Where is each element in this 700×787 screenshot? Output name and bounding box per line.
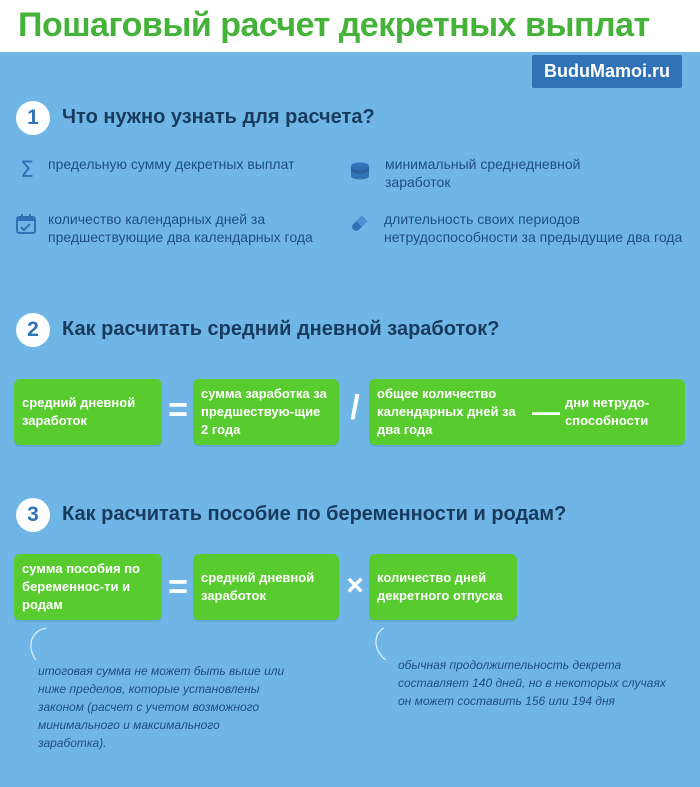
- header-bar: [0, 0, 700, 52]
- equals-sign: =: [168, 390, 188, 429]
- box-text: количество дней декретного отпуска: [377, 570, 503, 603]
- box-leave-days: [369, 554, 517, 620]
- note-duration: обычная продолжительность декрета составляет 140 дней, но в некоторых случаях он может составить 156 или 194 дня: [398, 658, 666, 708]
- box-text: средний дневной заработок: [201, 570, 315, 603]
- note-limits: итоговая сумма не может быть выше или ниже пределов, которые установлены законом (расчет с учетом возможного минимального и максимального заработка).: [38, 664, 285, 750]
- calendar-icon: [14, 212, 38, 236]
- minus-sign: —: [532, 396, 560, 427]
- box-earnings-sum: [193, 379, 339, 445]
- page-title: Пошаговый расчет декретных выплат: [18, 6, 650, 44]
- step-3-number: 3: [16, 498, 50, 532]
- pill-icon: [347, 212, 371, 236]
- item-min-daily: минимальный среднедневной заработок: [385, 156, 581, 190]
- item-sick-periods: длительность своих периодов нетрудоспособности за предыдущие два года: [384, 211, 683, 245]
- brand-badge[interactable]: BuduMamoi.ru: [532, 55, 682, 88]
- sigma-icon: Σ: [20, 157, 34, 183]
- box-avg-daily-earnings: [14, 379, 162, 445]
- box-avg-daily-earnings-2: [193, 554, 339, 620]
- divide-sign: /: [350, 388, 360, 427]
- item-calendar-days: количество календарных дней за предшествующие два календарных года: [48, 211, 313, 245]
- step-3-title: Как расчитать пособие по беременности и родам?: [62, 503, 567, 525]
- box-text: дни нетрудо-способности: [565, 395, 650, 428]
- box-text: средний дневной заработок: [22, 395, 136, 428]
- box-days-formula: [369, 379, 685, 445]
- coins-icon: [348, 159, 372, 183]
- equals-sign: =: [168, 567, 188, 606]
- multiply-sign: ×: [346, 569, 364, 602]
- box-benefit-sum: [14, 554, 162, 620]
- step-1-title: Что нужно узнать для расчета?: [62, 106, 375, 128]
- step-1-number: 1: [16, 101, 50, 135]
- box-text: сумма заработка за предшествую-щие 2 года: [201, 386, 327, 437]
- step-2-title: Как расчитать средний дневной заработок?: [62, 318, 500, 340]
- step-2-number: 2: [16, 313, 50, 347]
- note-bracket-right: [370, 626, 400, 686]
- box-text: общее количество календарных дней за два года: [377, 386, 516, 437]
- box-text: сумма пособия по беременнос-ти и родам: [22, 561, 140, 612]
- item-limit-sum: предельную сумму декретных выплат: [48, 156, 295, 172]
